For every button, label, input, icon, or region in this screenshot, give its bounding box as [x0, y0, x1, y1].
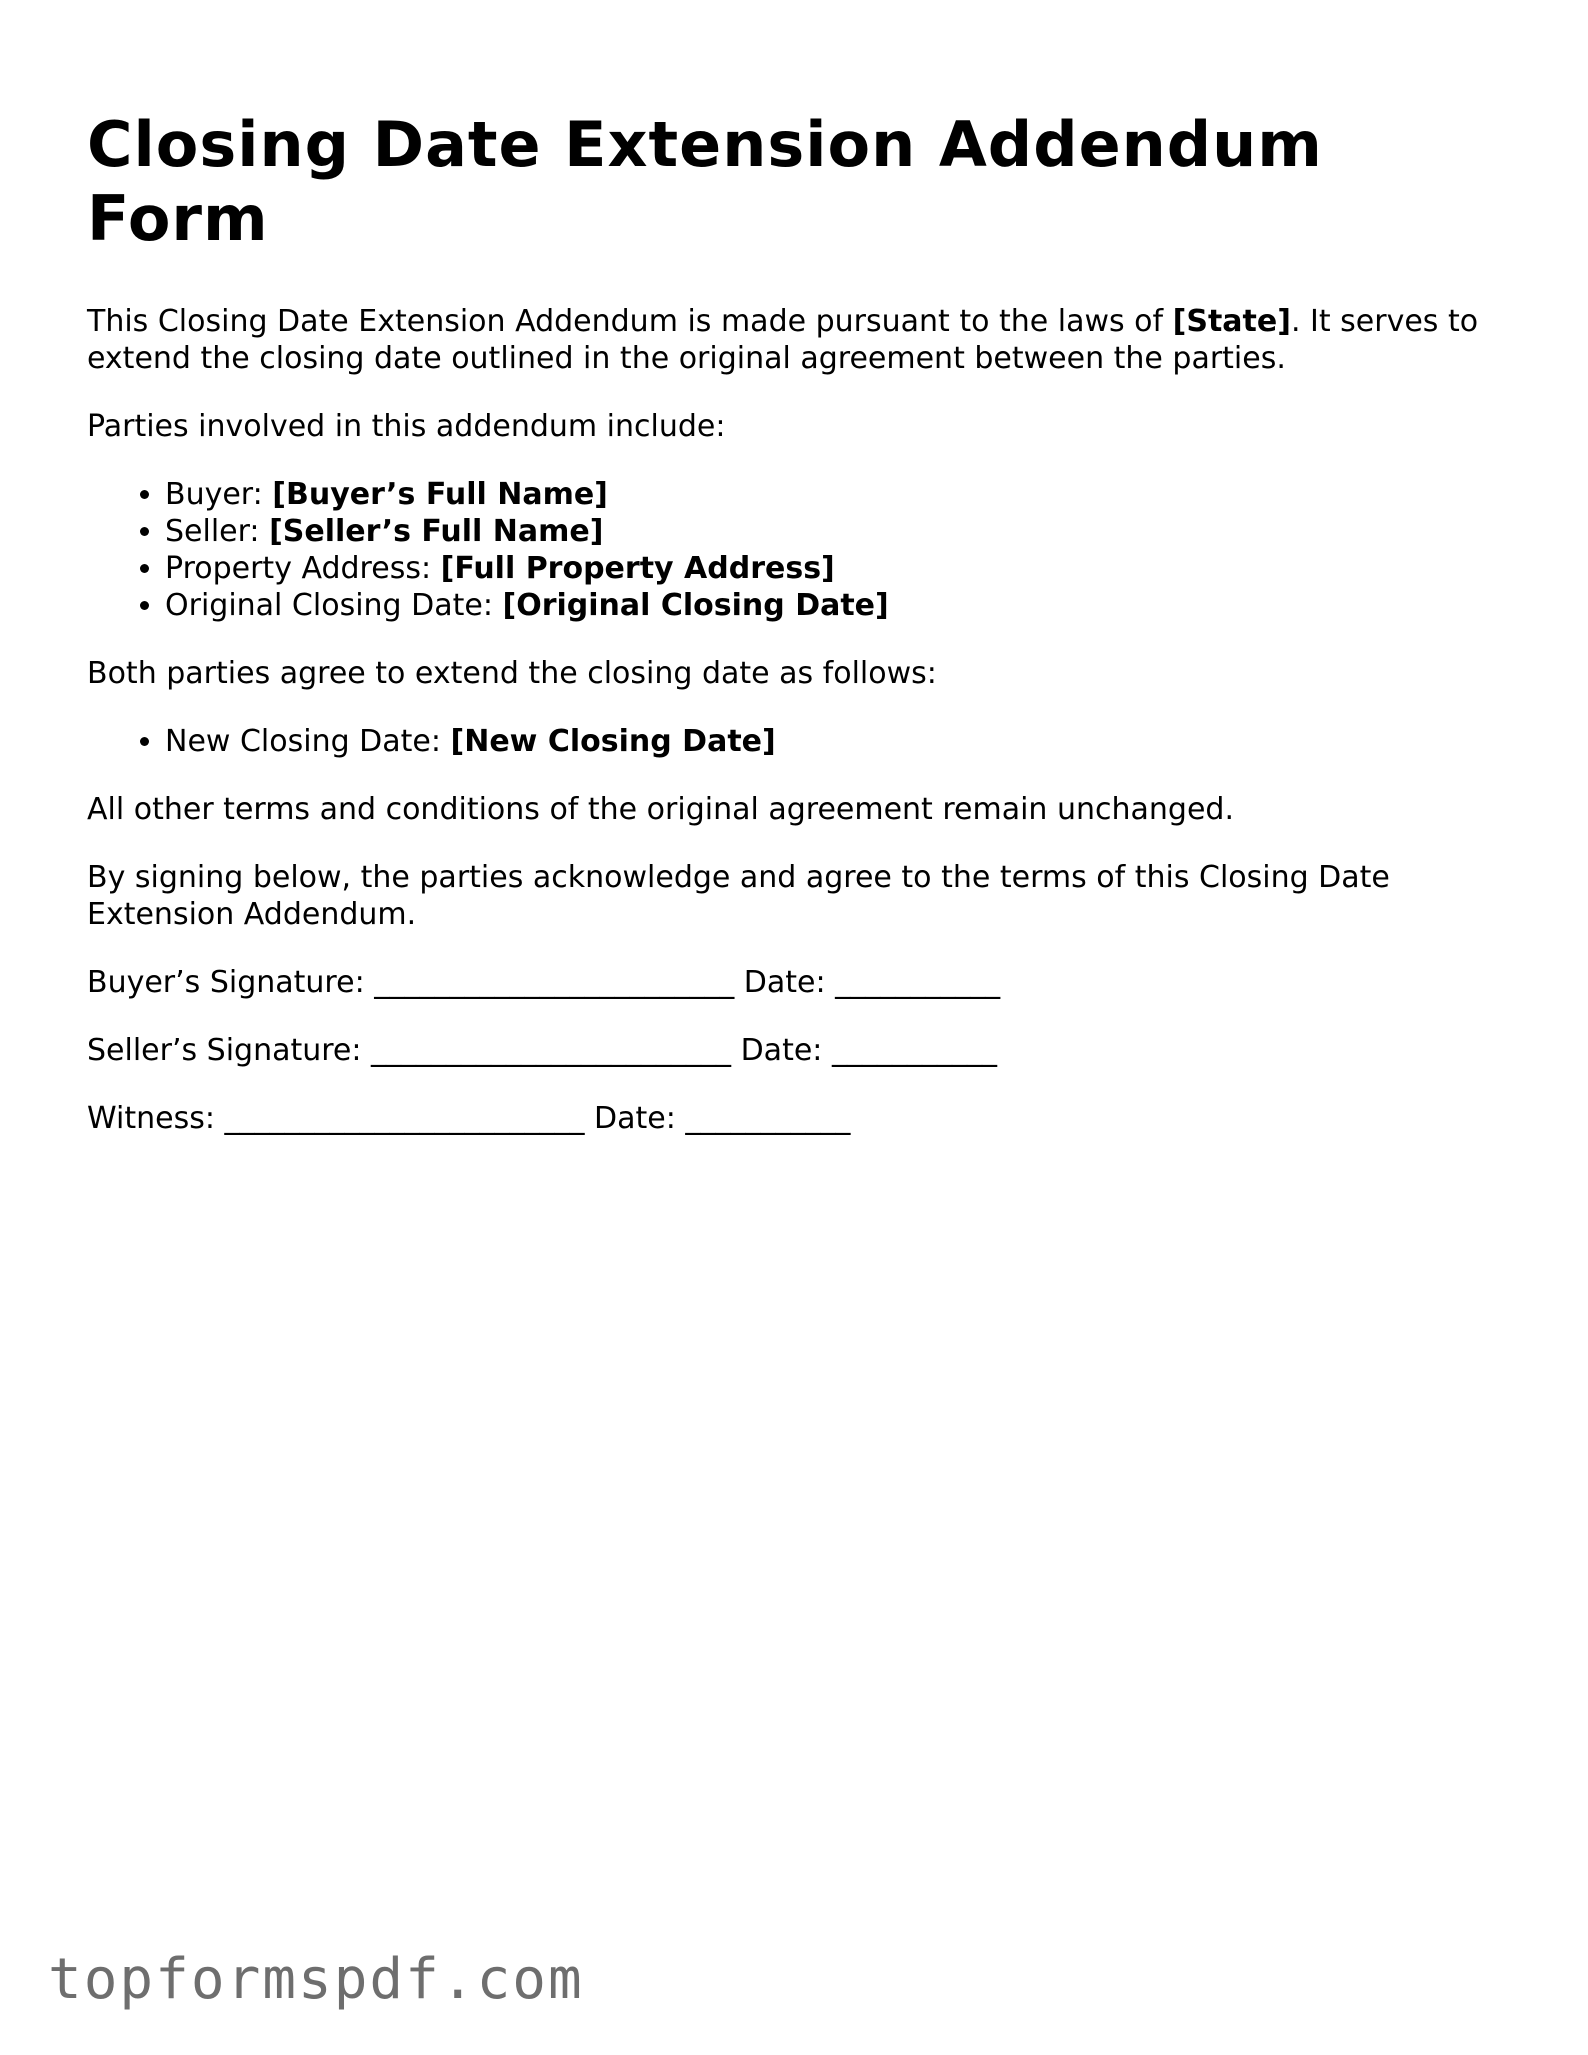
- watermark: topformspdf.com: [48, 1947, 584, 2012]
- terms-statement: All other terms and conditions of the original agreement remain unchanged.: [87, 792, 1234, 827]
- list-item-new-closing-date: [165, 723, 1507, 760]
- party-label: Buyer:: [165, 477, 273, 512]
- party-label: Seller:: [165, 514, 270, 549]
- witness-signature-line: [87, 1100, 1507, 1137]
- property-address-placeholder: [Full Property Address]: [440, 551, 835, 586]
- witness-date-field[interactable]: ___________: [685, 1101, 851, 1136]
- witness-signature-field[interactable]: ________________________: [224, 1101, 585, 1136]
- list-item-buyer: [165, 476, 1507, 513]
- date-label: Date:: [731, 1033, 832, 1068]
- buyer-name-placeholder: [Buyer’s Full Name]: [272, 477, 608, 512]
- buyer-signature-field[interactable]: ________________________: [374, 965, 735, 1000]
- seller-signature-field[interactable]: ________________________: [371, 1033, 732, 1068]
- signature-label: Seller’s Signature:: [87, 1033, 372, 1068]
- parties-list: [87, 476, 1507, 624]
- extension-list: [87, 723, 1507, 760]
- new-closing-date-placeholder: [New Closing Date]: [450, 724, 776, 759]
- acknowledgement-paragraph: By signing below, the parties acknowledge and agree to the terms of this Closing Date Extension Addendum.: [87, 860, 1390, 932]
- date-label: Date:: [584, 1101, 686, 1136]
- original-closing-date-placeholder: [Original Closing Date]: [502, 588, 889, 623]
- list-item-seller: [165, 513, 1507, 550]
- signature-label: Buyer’s Signature:: [87, 965, 375, 1000]
- extension-intro: Both parties agree to extend the closing date as follows:: [87, 656, 937, 691]
- parties-intro: Parties involved in this addendum include:: [87, 409, 726, 444]
- buyer-date-field[interactable]: ___________: [835, 965, 1001, 1000]
- signature-label: Witness:: [87, 1101, 225, 1136]
- intro-paragraph: [87, 303, 1507, 377]
- party-label: Property Address:: [165, 551, 441, 586]
- intro-text-after: . It serves to extend the closing date outlined in the original agreement between the parties.: [87, 304, 1479, 376]
- state-placeholder: [State]: [1172, 304, 1291, 339]
- date-label: Date:: [734, 965, 836, 1000]
- buyer-signature-line: [87, 964, 1507, 1001]
- document-title: Closing Date Extension Addendum Form: [87, 108, 1323, 255]
- list-item-original-closing-date: [165, 587, 1507, 624]
- seller-date-field[interactable]: ___________: [831, 1033, 997, 1068]
- document-page: [87, 108, 1507, 1137]
- seller-signature-line: [87, 1032, 1507, 1069]
- intro-text-before: This Closing Date Extension Addendum is made pursuant to the laws of: [87, 304, 1173, 339]
- extension-label: New Closing Date:: [165, 724, 451, 759]
- list-item-property-address: [165, 550, 1507, 587]
- seller-name-placeholder: [Seller’s Full Name]: [269, 514, 604, 549]
- party-label: Original Closing Date:: [165, 588, 503, 623]
